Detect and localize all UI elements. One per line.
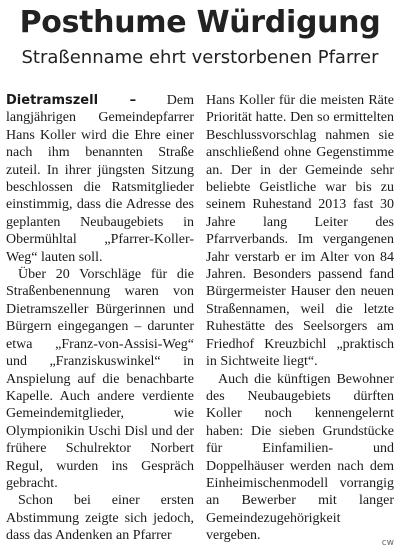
- paragraph-text: Dem langjährigen Gemeindepfarrer Hans Koller wird die Ehre einer nach ihm benannten Straße zuteil. In ihrer jüngsten Sitzung beschlossen die Ratsmitglieder einstimmig, dass die Adresse des geplanten Neubaugebiets in Obermühltal „Pfarrer-Koller-Weg“ lauten soll.: [6, 93, 194, 265]
- paragraph: Hans Koller für die meisten Räte Priorität hatte. Den so ermittelten Beschlussvorschlag nahmen sie anschließend ohne Gegenstimme an. Der in der Gemeinde sehr beliebte Geistliche war bis zu seinem Ruhestand 2013 fast 30 Jahre lang Leiter des Pfarrverbands. Im vergangenen Jahr verstarb er im Alter von 84 Jahren. Besonders passend fand Bürgermeister Hauser den neuen Straßennamen, weil die letzte Ruhestätte des Seelsorgers am Friedhof Kreuzbichl „praktisch in Sichtweite liegt“.: [206, 93, 394, 370]
- paragraph: [6, 92, 194, 266]
- paragraph: Über 20 Vorschläge für die Straßenbenennung waren von Dietramszeller Bürgerinnen und Bürgern eingegangen – darunter etwa „Franz-von-Assisi-Weg“ und „Franziskuswinkel“ in Anspielung auf die benachbarte Kapelle. Auch andere verdiente Gemeindemitglieder, wie Olympionikin Uschi Disl und der frühere Schulrektor Norbert Regul, wurden ins Gespräch gebracht.: [6, 267, 194, 491]
- text-column-right: [206, 92, 394, 545]
- dateline: Dietramszell –: [6, 93, 137, 108]
- subheadline: Straßenname ehrt verstorbenen Pfarrer: [21, 47, 379, 68]
- text-column-left: [6, 92, 194, 545]
- paragraph: Schon bei einer ersten Abstimmung zeigte sich jedoch, dass das Andenken an Pfarrer: [6, 493, 194, 544]
- headline: Posthume Würdigung: [19, 5, 381, 40]
- paragraph: Auch die künftigen Bewohner des Neubaugebiets dürften Koller noch kennengelernt haben: Die sieben Grundstücke für Einfamilien- und Doppelhäuser werden nach dem Einheimischenmodell vorrangig an Bewerber mit langer Gemeindezugehörigkeit vergeben.: [206, 371, 394, 544]
- author-initials: cw: [381, 538, 394, 548]
